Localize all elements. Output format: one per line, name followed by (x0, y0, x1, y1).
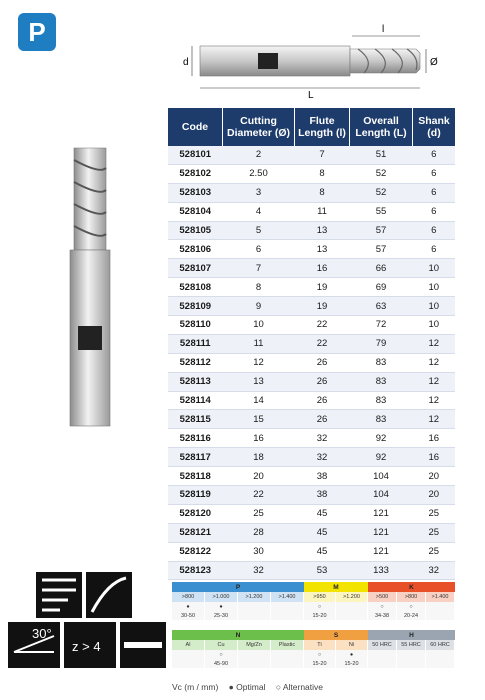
cell-shank: 12 (413, 353, 456, 372)
cell-cutting-diameter: 20 (223, 467, 295, 486)
cell-code: 528121 (168, 523, 223, 542)
table-row (168, 164, 455, 183)
end-mill-dimension-diagram (180, 20, 445, 100)
top-mark-cell (271, 602, 304, 611)
cell-shank: 12 (413, 334, 456, 353)
cell-shank: 6 (413, 221, 456, 240)
top-mark-cell (426, 602, 455, 611)
cell-flute-length: 8 (295, 183, 350, 202)
top-group-2: K (368, 582, 455, 592)
bottom-val-cell (368, 659, 397, 668)
cell-overall-length: 83 (350, 410, 413, 429)
top-group-1: M (304, 582, 368, 592)
cell-flute-length: 26 (295, 372, 350, 391)
header-flute-length: Flute Length (l) (295, 108, 350, 146)
cell-flute-length: 26 (295, 410, 350, 429)
top-mark-cell: ○ (304, 602, 336, 611)
cell-overall-length: 92 (350, 448, 413, 467)
cell-cutting-diameter: 6 (223, 240, 295, 259)
table-row (168, 334, 455, 353)
top-sub-cell: >1.400 (271, 592, 304, 602)
cell-overall-length: 121 (350, 523, 413, 542)
cell-overall-length: 121 (350, 504, 413, 523)
table-row (168, 542, 455, 561)
cell-overall-length: 133 (350, 561, 413, 580)
top-mark-cell: ● (205, 602, 238, 611)
cell-flute-length: 45 (295, 523, 350, 542)
top-sub-cell: >500 (368, 592, 397, 602)
cell-flute-length: 45 (295, 504, 350, 523)
geometry-icons (8, 572, 168, 672)
top-val-cell: 34-38 (368, 611, 397, 620)
bottom-mark-cell: ● (336, 650, 368, 659)
header-shank: Shank (d) (413, 108, 456, 146)
cell-shank: 6 (413, 202, 456, 221)
cell-code: 528116 (168, 429, 223, 448)
cell-flute-length: 45 (295, 542, 350, 561)
cell-code: 528123 (168, 561, 223, 580)
table-row (168, 221, 455, 240)
table-row (168, 410, 455, 429)
cell-cutting-diameter: 22 (223, 486, 295, 505)
cell-cutting-diameter: 15 (223, 410, 295, 429)
top-sub-cell: >950 (304, 592, 336, 602)
cell-overall-length: 66 (350, 259, 413, 278)
bottom-sub-cell: 50 HRC (368, 640, 397, 650)
product-spec-table (168, 108, 455, 580)
cell-code: 528107 (168, 259, 223, 278)
cell-flute-length: 32 (295, 429, 350, 448)
material-values-bottom (172, 659, 455, 668)
cell-overall-length: 52 (350, 164, 413, 183)
bottom-sub-cell: 60 HRC (426, 640, 455, 650)
cell-overall-length: 79 (350, 334, 413, 353)
cell-overall-length: 83 (350, 391, 413, 410)
cell-flute-length: 38 (295, 486, 350, 505)
cell-shank: 25 (413, 504, 456, 523)
bottom-val-cell (172, 659, 205, 668)
top-mark-cell (238, 602, 271, 611)
cell-cutting-diameter: 25 (223, 504, 295, 523)
bottom-mark-cell: ○ (205, 650, 238, 659)
cell-cutting-diameter: 13 (223, 372, 295, 391)
bottom-sub-cell: 55 HRC (397, 640, 426, 650)
tool-icons (8, 572, 168, 677)
cell-shank: 10 (413, 316, 456, 335)
cell-code: 528113 (168, 372, 223, 391)
bottom-val-cell (238, 659, 271, 668)
top-sub-cell: >800 (397, 592, 426, 602)
cell-shank: 6 (413, 164, 456, 183)
cell-code: 528102 (168, 164, 223, 183)
table-row (168, 561, 455, 580)
cell-flute-length: 22 (295, 316, 350, 335)
cell-cutting-diameter: 4 (223, 202, 295, 221)
top-sub-cell: >1.000 (205, 592, 238, 602)
table-row (168, 467, 455, 486)
cell-flute-length: 32 (295, 448, 350, 467)
cell-flute-length: 19 (295, 278, 350, 297)
cell-overall-length: 121 (350, 542, 413, 561)
cell-shank: 6 (413, 240, 456, 259)
cell-cutting-diameter: 16 (223, 429, 295, 448)
table-row (168, 504, 455, 523)
bottom-sub-cell: Plastic (271, 640, 304, 650)
cell-overall-length: 104 (350, 486, 413, 505)
bottom-mark-cell: ○ (304, 650, 336, 659)
bottom-sub-cell: Al (172, 640, 205, 650)
cell-flute-length: 7 (295, 146, 350, 164)
cell-overall-length: 63 (350, 297, 413, 316)
cell-cutting-diameter: 32 (223, 561, 295, 580)
overall-length-label: L (308, 90, 314, 100)
cell-cutting-diameter: 28 (223, 523, 295, 542)
cell-shank: 6 (413, 183, 456, 202)
material-suitability-grid (172, 582, 455, 668)
cell-flute-length: 53 (295, 561, 350, 580)
cell-overall-length: 104 (350, 467, 413, 486)
bottom-sub-cell: Ti (304, 640, 336, 650)
cell-shank: 32 (413, 561, 456, 580)
cell-flute-length: 38 (295, 467, 350, 486)
table-row (168, 316, 455, 335)
top-val-cell (271, 611, 304, 620)
cell-cutting-diameter: 8 (223, 278, 295, 297)
cell-overall-length: 72 (350, 316, 413, 335)
cell-shank: 25 (413, 523, 456, 542)
bottom-group-0: N (172, 630, 304, 640)
flute-length-label: l (382, 24, 385, 35)
top-val-cell (426, 611, 455, 620)
cell-code: 528104 (168, 202, 223, 221)
cell-cutting-diameter: 30 (223, 542, 295, 561)
cell-code: 528118 (168, 467, 223, 486)
top-mark-cell (336, 602, 368, 611)
helix-angle-icon: 30° (32, 626, 52, 641)
top-mark-cell: ○ (368, 602, 397, 611)
cell-flute-length: 13 (295, 221, 350, 240)
top-sub-cell: >1.400 (426, 592, 455, 602)
center-cut-icon (124, 642, 162, 648)
cell-code: 528106 (168, 240, 223, 259)
cell-code: 528114 (168, 391, 223, 410)
cell-cutting-diameter: 2.50 (223, 164, 295, 183)
top-val-cell: 15-20 (304, 611, 336, 620)
cell-shank: 10 (413, 278, 456, 297)
cell-code: 528117 (168, 448, 223, 467)
material-sub-header-top (172, 592, 455, 602)
cell-cutting-diameter: 9 (223, 297, 295, 316)
bottom-mark-cell (397, 650, 426, 659)
bottom-sub-cell: Ni (336, 640, 368, 650)
material-values-top (172, 611, 455, 620)
cell-flute-length: 26 (295, 353, 350, 372)
cell-code: 528109 (168, 297, 223, 316)
cell-code: 528120 (168, 504, 223, 523)
cell-flute-length: 22 (295, 334, 350, 353)
shank-diameter-label: d (183, 57, 189, 68)
table-row (168, 353, 455, 372)
table-row (168, 523, 455, 542)
cell-cutting-diameter: 18 (223, 448, 295, 467)
cell-overall-length: 52 (350, 183, 413, 202)
bottom-val-cell: 15-20 (304, 659, 336, 668)
top-val-cell (238, 611, 271, 620)
cell-overall-length: 57 (350, 240, 413, 259)
cell-code: 528101 (168, 146, 223, 164)
cell-cutting-diameter: 14 (223, 391, 295, 410)
cell-shank: 25 (413, 542, 456, 561)
cell-flute-length: 8 (295, 164, 350, 183)
bottom-mark-cell (271, 650, 304, 659)
cell-code: 528119 (168, 486, 223, 505)
bottom-mark-cell (238, 650, 271, 659)
bottom-val-cell (426, 659, 455, 668)
cell-cutting-diameter: 11 (223, 334, 295, 353)
cell-code: 528112 (168, 353, 223, 372)
top-mark-cell: ○ (397, 602, 426, 611)
table-row (168, 429, 455, 448)
material-group-header-top (172, 582, 455, 592)
bottom-val-cell (397, 659, 426, 668)
table-row (168, 240, 455, 259)
top-sub-cell: >1.200 (336, 592, 368, 602)
cell-cutting-diameter: 12 (223, 353, 295, 372)
material-group-header-bottom (172, 630, 455, 640)
cell-shank: 6 (413, 146, 456, 164)
bottom-val-cell: 45-90 (205, 659, 238, 668)
cell-shank: 20 (413, 467, 456, 486)
cell-flute-length: 19 (295, 297, 350, 316)
table-row (168, 448, 455, 467)
cell-shank: 12 (413, 410, 456, 429)
material-sub-header-bottom (172, 640, 455, 650)
cell-shank: 12 (413, 391, 456, 410)
cell-shank: 10 (413, 259, 456, 278)
top-val-cell: 20-24 (397, 611, 426, 620)
bottom-sub-cell: Mg/Zn (238, 640, 271, 650)
header-cutting-diameter: Cutting Diameter (Ø) (223, 108, 295, 146)
cell-cutting-diameter: 5 (223, 221, 295, 240)
bottom-sub-cell: Cu (205, 640, 238, 650)
bottom-group-1: S (304, 630, 368, 640)
top-val-cell: 25-30 (205, 611, 238, 620)
legend (172, 682, 331, 692)
bottom-mark-cell (172, 650, 205, 659)
cell-code: 528108 (168, 278, 223, 297)
top-group-0: P (172, 582, 304, 592)
bottom-mark-cell (426, 650, 455, 659)
top-mark-cell: ● (172, 602, 205, 611)
table-row (168, 297, 455, 316)
legend-optimal: ● Optimal (228, 682, 266, 692)
cell-flute-length: 16 (295, 259, 350, 278)
cell-shank: 16 (413, 429, 456, 448)
top-sub-cell: >800 (172, 592, 205, 602)
table-row (168, 278, 455, 297)
table-row (168, 259, 455, 278)
table-row (168, 372, 455, 391)
cell-shank: 12 (413, 372, 456, 391)
bottom-mark-cell (368, 650, 397, 659)
legend-alternative: ○ Alternative (275, 682, 323, 692)
cell-shank: 20 (413, 486, 456, 505)
cell-shank: 10 (413, 297, 456, 316)
cell-flute-length: 13 (295, 240, 350, 259)
material-marks-top (172, 602, 455, 611)
cell-overall-length: 55 (350, 202, 413, 221)
cell-overall-length: 51 (350, 146, 413, 164)
cell-code: 528103 (168, 183, 223, 202)
cell-cutting-diameter: 7 (223, 259, 295, 278)
cell-cutting-diameter: 10 (223, 316, 295, 335)
cell-shank: 16 (413, 448, 456, 467)
cell-overall-length: 69 (350, 278, 413, 297)
bottom-val-cell (271, 659, 304, 668)
cell-flute-length: 11 (295, 202, 350, 221)
cell-cutting-diameter: 3 (223, 183, 295, 202)
top-val-cell: 30-50 (172, 611, 205, 620)
cutting-diameter-label: Ø (430, 57, 438, 68)
top-val-cell (336, 611, 368, 620)
cell-code: 528115 (168, 410, 223, 429)
table-header-row (168, 108, 455, 146)
end-mill-illustration (60, 140, 120, 430)
cell-overall-length: 83 (350, 372, 413, 391)
legend-vc: Vc (m / mm) (172, 682, 219, 692)
cell-code: 528110 (168, 316, 223, 335)
cell-code: 528105 (168, 221, 223, 240)
cell-code: 528111 (168, 334, 223, 353)
cell-overall-length: 57 (350, 221, 413, 240)
flute-count-icon: z > 4 (72, 639, 101, 654)
cell-flute-length: 26 (295, 391, 350, 410)
cell-overall-length: 83 (350, 353, 413, 372)
header-code: Code (168, 108, 223, 146)
table-row (168, 486, 455, 505)
table-row (168, 183, 455, 202)
cell-code: 528122 (168, 542, 223, 561)
category-badge: P (18, 13, 56, 51)
top-sub-cell: >1.200 (238, 592, 271, 602)
bottom-val-cell: 15-20 (336, 659, 368, 668)
cell-cutting-diameter: 2 (223, 146, 295, 164)
material-marks-bottom (172, 650, 455, 659)
table-row (168, 146, 455, 164)
header-overall-length: Overall Length (L) (350, 108, 413, 146)
table-row (168, 391, 455, 410)
cell-overall-length: 92 (350, 429, 413, 448)
table-row (168, 202, 455, 221)
bottom-group-2: H (368, 630, 455, 640)
